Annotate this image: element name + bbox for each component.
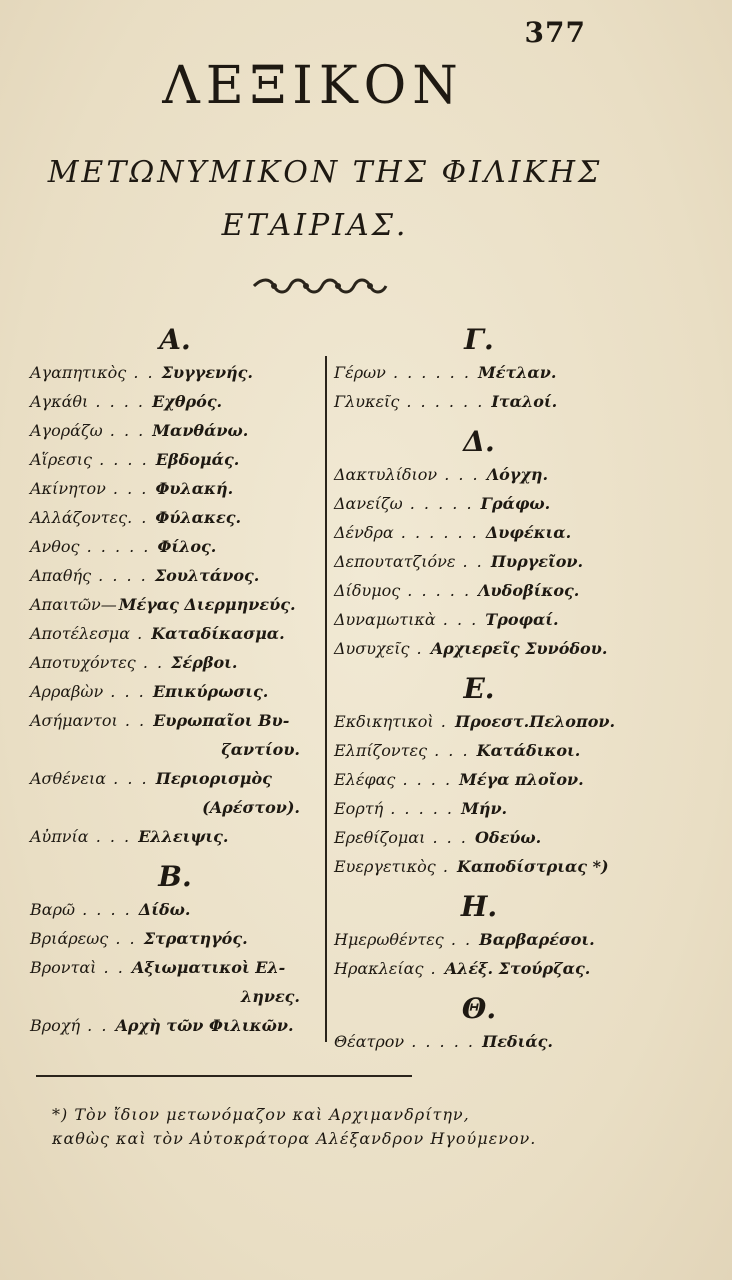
glossary-entry xyxy=(30,735,320,764)
entry-term: Βρονταὶ xyxy=(30,958,97,977)
entry-meaning: Λόγχη. xyxy=(486,465,549,484)
glossary-entry xyxy=(334,460,624,489)
glossary-entry xyxy=(30,822,320,851)
entry-meaning: Καταδίκασμα. xyxy=(151,624,285,643)
entry-dots: . . . . xyxy=(91,450,156,469)
footnote xyxy=(52,1103,642,1151)
glossary-entry xyxy=(30,648,320,677)
entry-dots: . . . . . xyxy=(79,537,158,556)
entry-term: Αὐπνία xyxy=(30,827,89,846)
ornament-divider xyxy=(250,276,390,296)
glossary-entry xyxy=(334,547,624,576)
entry-meaning: Σέρβοι. xyxy=(171,653,238,672)
glossary-entry xyxy=(30,677,320,706)
entry-dots: . . . . . . xyxy=(399,392,492,411)
entry-dots: . . xyxy=(108,929,144,948)
entry-dots: . . xyxy=(96,958,132,977)
footnote-line-1: *) Τὸν ἴδιον μετωνόμαζον καὶ Αρχιμανδρίτην, xyxy=(52,1105,470,1124)
left-column xyxy=(30,322,320,1040)
entry-dots: . . . . xyxy=(91,566,155,585)
section-letter: Γ. xyxy=(464,323,494,356)
entry-meaning: Βαρβαρέσοι. xyxy=(479,930,595,949)
section-letter: Α. xyxy=(159,323,191,356)
entry-term: Απαιτῶν xyxy=(30,595,101,614)
entry-dots: . . . xyxy=(427,741,477,760)
page-title: ΛΕΞΙΚΟΝ xyxy=(162,56,464,116)
entry-dots: . . xyxy=(135,653,172,672)
section-letter: Β. xyxy=(158,860,192,893)
glossary-entry xyxy=(334,489,624,518)
glossary-entry xyxy=(30,793,320,822)
glossary-entry xyxy=(30,503,320,532)
entry-meaning: Στρατηγός. xyxy=(143,929,248,948)
entry-dots: . . xyxy=(443,930,480,949)
entry-dots: . . . . xyxy=(75,900,139,919)
glossary-entry xyxy=(30,1011,320,1040)
glossary-entry xyxy=(334,765,624,794)
glossary-entry xyxy=(30,764,320,793)
entry-term: Αγαπητικὸς xyxy=(30,363,127,382)
glossary-entry xyxy=(334,605,624,634)
glossary-entry xyxy=(30,416,320,445)
entry-meaning: Ευρωπαῖοι Βυ- xyxy=(153,711,290,730)
entry-dots: . . xyxy=(80,1016,116,1035)
entry-term: Αἵρεσις xyxy=(30,450,92,469)
glossary-entry xyxy=(30,445,320,474)
entry-dots: . . . . . xyxy=(400,581,479,600)
page-number: 377 xyxy=(524,16,586,49)
glossary-entry xyxy=(334,852,624,881)
entry-dots: . xyxy=(433,712,455,731)
entry-dots: — xyxy=(100,595,119,614)
glossary-entry xyxy=(334,518,624,547)
glossary-entry xyxy=(30,953,320,982)
entry-meaning: Προεστ.Πελοπον. xyxy=(454,712,616,731)
entry-term: Γέρων xyxy=(334,363,386,382)
entry-meaning: Αρχιερεῖς Συνόδου. xyxy=(430,639,608,658)
entry-term: Ακίνητον xyxy=(30,479,106,498)
section-letter: Η. xyxy=(460,890,498,923)
entry-meaning: Φύλακες. xyxy=(155,508,242,527)
glossary-entry xyxy=(30,895,320,924)
entry-dots: . xyxy=(409,639,431,658)
right-column xyxy=(334,322,624,1056)
entry-meaning: Φυλακή. xyxy=(155,479,234,498)
entry-term: Δένδρα xyxy=(334,523,394,542)
entry-dots: . . . xyxy=(425,828,475,847)
entry-dots: . . . . . xyxy=(402,494,481,513)
entry-term: Δανείζω xyxy=(334,494,403,513)
glossary-entry xyxy=(334,634,624,663)
entry-meaning: Δίδω. xyxy=(138,900,191,919)
entry-meaning: (Αρέστον). xyxy=(202,798,300,817)
entry-term: Ασήμαντοι xyxy=(30,711,118,730)
entry-dots: . . . xyxy=(435,610,486,629)
entry-meaning: Καποδίστριας *) xyxy=(457,857,609,876)
entry-meaning: Μέγα πλοῖον. xyxy=(459,770,584,789)
entry-meaning: Λυδοβίκος. xyxy=(478,581,580,600)
entry-dots: . . . xyxy=(102,421,153,440)
entry-meaning: Γράφω. xyxy=(480,494,551,513)
entry-term: Ασθένεια xyxy=(30,769,107,788)
section-letter: Δ. xyxy=(463,425,495,458)
glossary-entry xyxy=(334,794,624,823)
glossary-entry xyxy=(30,532,320,561)
entry-term: Δεπουτατζιόνε xyxy=(334,552,456,571)
glossary-entry xyxy=(30,706,320,735)
entry-meaning: ζαντίου. xyxy=(221,740,300,759)
subtitle-line-1: ΜΕΤΩΝΥΜΙΚΟΝ ΤΗΣ ΦΙΛΙΚΗΣ xyxy=(47,155,603,190)
entry-dots: . . xyxy=(127,508,156,527)
glossary-entry xyxy=(334,954,624,983)
column-divider xyxy=(325,356,327,1042)
entry-term: Ηρακλείας xyxy=(334,959,424,978)
entry-meaning: Περιορισμὸς xyxy=(155,769,272,788)
entry-term: Ανθος xyxy=(30,537,80,556)
glossary-entry xyxy=(334,358,624,387)
section-letter: Ε. xyxy=(463,672,495,705)
entry-term: Ημερωθέντες xyxy=(334,930,444,949)
entry-dots: . . xyxy=(455,552,491,571)
footnote-rule xyxy=(36,1075,412,1077)
entry-meaning: Συγγενής. xyxy=(161,363,253,382)
entry-meaning: Αρχὴ τῶν Φιλικῶν. xyxy=(115,1016,294,1035)
footnote-line-2: καθὼς καὶ τὸν Αὐτοκράτορα Αλέξανδρον Ηγούμενον. xyxy=(52,1129,537,1148)
entry-term: Θέατρον xyxy=(334,1032,405,1051)
entry-meaning: Πεδιάς. xyxy=(482,1032,553,1051)
entry-dots: . . . . . xyxy=(404,1032,483,1051)
entry-dots: . . . xyxy=(103,682,153,701)
entry-term: Δίδυμος xyxy=(334,581,401,600)
entry-term: Ελέφας xyxy=(334,770,396,789)
glossary-entry xyxy=(30,924,320,953)
entry-meaning: ληνες. xyxy=(241,987,300,1006)
entry-dots: . xyxy=(130,624,152,643)
entry-meaning: Σουλτάνος. xyxy=(154,566,260,585)
glossary-entry xyxy=(334,925,624,954)
entry-meaning: Ιταλοί. xyxy=(491,392,558,411)
section-letter: Θ. xyxy=(461,992,497,1025)
entry-dots: . . . . xyxy=(88,392,153,411)
glossary-entry xyxy=(334,387,624,416)
entry-term: Αγκάθι xyxy=(30,392,89,411)
glossary-entry xyxy=(334,576,624,605)
entry-term: Αποτυχόντες xyxy=(30,653,136,672)
entry-term: Εκδικητικοὶ xyxy=(334,712,434,731)
glossary-entry xyxy=(334,707,624,736)
glossary-entry xyxy=(334,823,624,852)
entry-meaning: Επικύρωσις. xyxy=(152,682,269,701)
entry-meaning: Αλέξ. Στούρζας. xyxy=(444,959,591,978)
entry-dots: . . . xyxy=(88,827,139,846)
entry-dots: . . . xyxy=(437,465,487,484)
entry-dots: . xyxy=(435,857,458,876)
glossary-entry xyxy=(30,358,320,387)
glossary-entry xyxy=(30,387,320,416)
subtitle-line-2: ΕΤΑΙΡΙΑΣ. xyxy=(221,208,409,243)
entry-term: Ερεθίζομαι xyxy=(334,828,426,847)
entry-term: Ελπίζοντες xyxy=(334,741,428,760)
entry-term: Αρραβὼν xyxy=(30,682,104,701)
entry-meaning: Κατάδικοι. xyxy=(476,741,581,760)
entry-meaning: Δυφέκια. xyxy=(485,523,572,542)
entry-term: Γλυκεῖς xyxy=(334,392,400,411)
glossary-entry xyxy=(334,1027,624,1056)
entry-term: Δυναμωτικὰ xyxy=(334,610,436,629)
glossary-entry xyxy=(30,474,320,503)
entry-dots: . . xyxy=(117,711,154,730)
entry-dots: . . . . xyxy=(395,770,460,789)
entry-dots: . . . xyxy=(105,479,156,498)
entry-meaning: Αξιωματικοὶ Ελ- xyxy=(131,958,286,977)
entry-meaning: Μανθάνω. xyxy=(152,421,249,440)
entry-term: Αγοράζω xyxy=(30,421,103,440)
entry-term: Εορτή xyxy=(334,799,384,818)
glossary-entry xyxy=(30,982,320,1011)
entry-meaning: Πυργεῖον. xyxy=(490,552,584,571)
glossary-entry xyxy=(30,590,320,619)
entry-dots: . . . . . . xyxy=(385,363,478,382)
entry-term: Δακτυλίδιον xyxy=(334,465,438,484)
entry-meaning: Εβδομάς. xyxy=(155,450,240,469)
entry-dots: . . xyxy=(126,363,162,382)
entry-dots: . xyxy=(423,959,445,978)
entry-meaning: Μέτλαν. xyxy=(478,363,557,382)
entry-term: Βριάρεως xyxy=(30,929,109,948)
entry-meaning: Φίλος. xyxy=(157,537,217,556)
glossary-entry xyxy=(334,736,624,765)
entry-meaning: Ελλειψις. xyxy=(138,827,229,846)
entry-dots: . . . xyxy=(106,769,156,788)
entry-term: Βροχή xyxy=(30,1016,81,1035)
entry-term: Αλλάζοντες xyxy=(30,508,128,527)
entry-term: Ευεργετικὸς xyxy=(334,857,436,876)
entry-meaning: Τροφαί. xyxy=(485,610,559,629)
entry-term: Βαρῶ xyxy=(30,900,76,919)
entry-meaning: Οδεύω. xyxy=(474,828,542,847)
entry-meaning: Εχθρός. xyxy=(152,392,223,411)
entry-dots: . . . . . xyxy=(383,799,462,818)
entry-meaning: Μέγας Διερμηνεύς. xyxy=(118,595,296,614)
glossary-entry xyxy=(30,561,320,590)
entry-term: Αποτέλεσμα xyxy=(30,624,130,643)
entry-term: Δυσυχεῖς xyxy=(334,639,410,658)
entry-dots: . . . . . . xyxy=(393,523,486,542)
glossary-entry xyxy=(30,619,320,648)
entry-term: Απαθής xyxy=(30,566,92,585)
entry-meaning: Μήν. xyxy=(461,799,508,818)
